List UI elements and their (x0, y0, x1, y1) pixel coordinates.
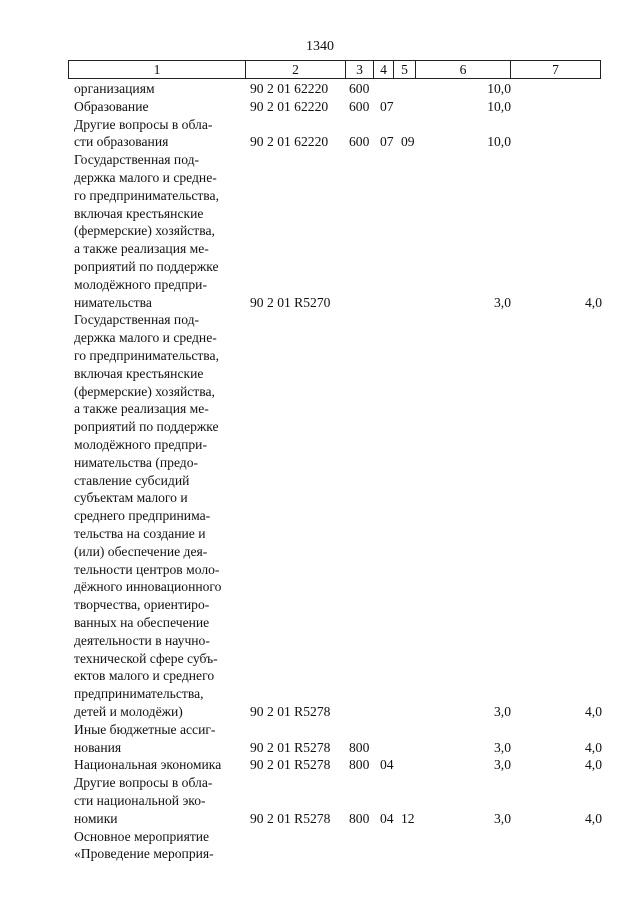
row-name-line: сти национальной эко- (74, 792, 206, 808)
row-expense-type: 800 (349, 757, 370, 773)
row-sum-year-1: 3,0 (494, 294, 511, 310)
row-name-line: тельности центров моло- (74, 561, 220, 577)
row-subsection: 09 (401, 134, 415, 150)
table-row (0, 80, 640, 98)
header-col-7: 7 (552, 62, 559, 77)
row-name-line: организациям (74, 81, 155, 96)
row-name-line: технической сфере субъ- (74, 650, 218, 666)
row-name-line: ставление субсидий (74, 472, 190, 488)
row-name (74, 80, 240, 98)
row-name-line: детей и молодёжи) (74, 703, 183, 719)
row-name-line: Национальная экономика (74, 757, 222, 773)
row-name-line: ванных на обеспечение (74, 614, 210, 630)
row-sum-year-1: 10,0 (487, 98, 511, 114)
row-name-line: деятельности в научно- (74, 632, 210, 648)
row-name-line: Основное мероприятие (74, 828, 210, 844)
table-row (0, 98, 640, 116)
row-name (74, 151, 240, 311)
row-sum-year-1: 10,0 (487, 81, 511, 96)
row-sum-year-2: 4,0 (585, 294, 602, 310)
row-sum-year-1: 3,0 (494, 757, 511, 773)
row-code: 90 2 01 R5278 (250, 810, 331, 826)
row-sum-year-2: 4,0 (585, 757, 602, 773)
row-sum-year-2: 4,0 (585, 739, 602, 755)
table-body (0, 80, 640, 863)
row-name-line: Другие вопросы в обла- (74, 116, 213, 132)
row-name (74, 98, 240, 116)
row-expense-type: 600 (349, 81, 370, 96)
row-name-line: держка малого и средне- (74, 169, 217, 185)
table-row (0, 311, 640, 720)
table-row (0, 756, 640, 774)
row-name-line: среднего предпринима- (74, 508, 211, 524)
row-name-line: а также реализация ме- (74, 401, 209, 417)
header-col-2: 2 (246, 61, 346, 78)
row-name-line: го предпринимательства, (74, 347, 219, 363)
row-expense-type: 600 (349, 134, 370, 150)
row-name-line: нования (74, 739, 122, 755)
row-subsection: 12 (401, 810, 415, 826)
row-name-line: держка малого и средне- (74, 330, 217, 346)
table-header (68, 60, 601, 79)
row-code: 90 2 01 R5270 (250, 294, 331, 310)
table-row (0, 116, 640, 152)
table-row (0, 721, 640, 757)
row-section: 04 (380, 757, 394, 773)
row-name-line: Иные бюджетные ассиг- (74, 721, 216, 737)
row-name-line: включая крестьянские (74, 365, 204, 381)
header-col-4: 4 (374, 61, 394, 78)
row-name-line: Государственная под- (74, 312, 200, 328)
row-name-line: включая крестьянские (74, 205, 204, 221)
row-section: 07 (380, 98, 394, 114)
row-code: 90 2 01 R5278 (250, 703, 331, 719)
table-row (0, 151, 640, 311)
table-row (0, 828, 640, 864)
row-code: 90 2 01 62220 (250, 81, 329, 96)
header-col-6: 6 (416, 61, 511, 78)
row-name-line: дёжного инновационного (74, 579, 222, 595)
row-section: 04 (380, 810, 394, 826)
row-section: 07 (380, 134, 394, 150)
row-sum-year-1: 3,0 (494, 703, 511, 719)
row-name-line: (или) обеспечение дея- (74, 543, 208, 559)
page-number: 1340 (306, 39, 334, 54)
row-name (74, 116, 240, 152)
row-name (74, 756, 240, 774)
row-code: 90 2 01 R5278 (250, 757, 331, 773)
row-name-line: сти образования (74, 134, 169, 150)
row-name-line: молодёжного предпри- (74, 436, 207, 452)
row-name (74, 311, 240, 720)
row-code: 90 2 01 62220 (250, 98, 329, 114)
row-name-line: Государственная под- (74, 152, 200, 168)
row-code: 90 2 01 62220 (250, 134, 329, 150)
row-name-line: (фермерские) хозяйства, (74, 223, 215, 239)
row-name-line: Образование (74, 98, 149, 114)
row-name-line: ектов малого и среднего (74, 668, 215, 684)
row-sum-year-1: 10,0 (487, 134, 511, 150)
table-row (0, 774, 640, 827)
row-name (74, 828, 240, 864)
row-name-line: нимательства (74, 294, 152, 310)
row-sum-year-1: 3,0 (494, 810, 511, 826)
row-expense-type: 800 (349, 739, 370, 755)
row-name (74, 721, 240, 757)
row-name-line: роприятий по поддержке (74, 419, 219, 435)
header-col-5: 5 (394, 61, 416, 78)
row-name (74, 774, 240, 827)
row-name-line: «Проведение мероприя- (74, 846, 214, 862)
row-name-line: а также реализация ме- (74, 241, 209, 257)
row-expense-type: 800 (349, 810, 370, 826)
row-name-line: (фермерские) хозяйства, (74, 383, 215, 399)
row-name-line: творчества, ориентиро- (74, 597, 210, 613)
row-name-line: предпринимательства, (74, 686, 204, 702)
row-code: 90 2 01 R5278 (250, 739, 331, 755)
header-col-1: 1 (69, 61, 246, 78)
header-col-3: 3 (346, 61, 374, 78)
row-name-line: номики (74, 810, 118, 826)
row-name-line: Другие вопросы в обла- (74, 775, 213, 791)
row-name-line: го предпринимательства, (74, 187, 219, 203)
row-sum-year-2: 4,0 (585, 703, 602, 719)
row-name-line: нимательства (предо- (74, 454, 199, 470)
row-sum-year-2: 4,0 (585, 810, 602, 826)
row-name-line: тельства на создание и (74, 525, 206, 541)
row-name-line: роприятий по поддержке (74, 258, 219, 274)
row-name-line: субъектам малого и (74, 490, 188, 506)
row-expense-type: 600 (349, 98, 370, 114)
row-sum-year-1: 3,0 (494, 739, 511, 755)
row-name-line: молодёжного предпри- (74, 276, 207, 292)
